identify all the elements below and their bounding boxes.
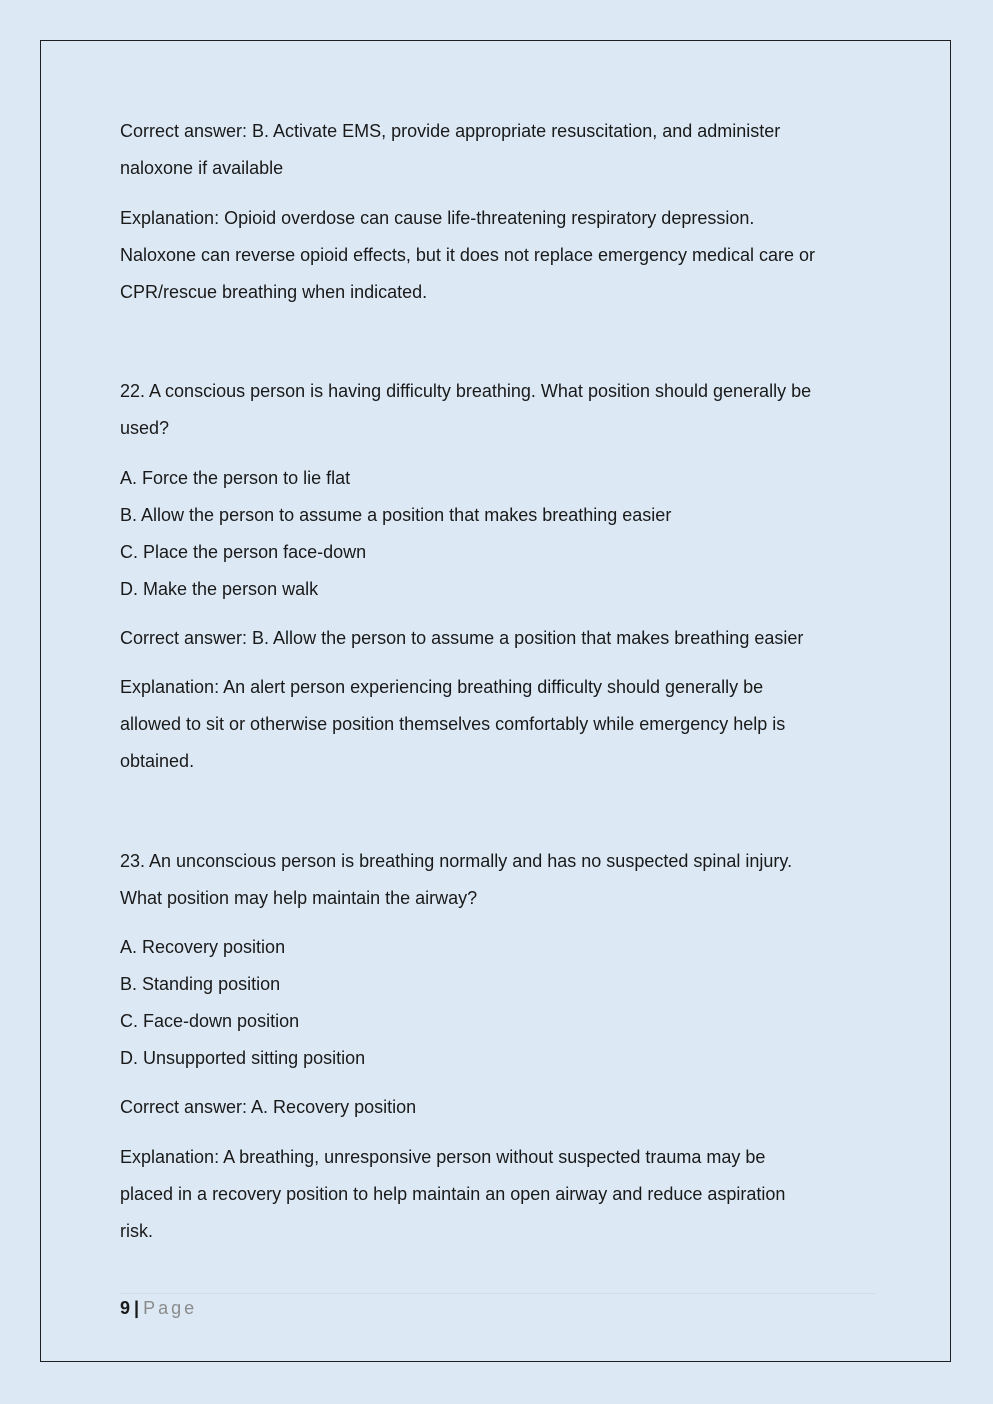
- q22-option-c: C. Place the person face-down: [120, 542, 367, 562]
- q23-explanation-line-2: placed in a recovery position to help maintain an open airway and reduce aspiration: [120, 1184, 786, 1204]
- q22-option-b: B. Allow the person to assume a position that makes breathing easier: [120, 505, 672, 525]
- q23-question-line-2: What position may help maintain the airway?: [120, 888, 478, 908]
- q22-explanation: [120, 669, 880, 780]
- footer-divider: [120, 1293, 876, 1294]
- q23-correct-answer: [120, 1089, 880, 1126]
- q22-correct-line: Correct answer: B. Allow the person to assume a position that makes breathing easier: [120, 628, 804, 648]
- q21-explanation-line-2: Naloxone can reverse opioid effects, but it does not replace emergency medical care or: [120, 245, 816, 265]
- q23-options: [120, 929, 880, 1077]
- q23-explanation: [120, 1139, 880, 1250]
- q23-option-c: C. Face-down position: [120, 1011, 300, 1031]
- q23-explanation-line-1: Explanation: A breathing, unresponsive person without suspected trauma may be: [120, 1147, 766, 1167]
- q23-option-d: D. Unsupported sitting position: [120, 1048, 366, 1068]
- page-label: Page: [143, 1298, 198, 1318]
- q23-explanation-line-3: risk.: [120, 1221, 153, 1241]
- q21-explanation-line-1: Explanation: Opioid overdose can cause life-threatening respiratory depression.: [120, 208, 755, 228]
- q22-options: [120, 460, 880, 608]
- q22-option-a: A. Force the person to lie flat: [120, 468, 351, 488]
- q21-correct-answer: [120, 113, 880, 187]
- q21-correct-line-1: Correct answer: B. Activate EMS, provide appropriate resuscitation, and administer: [120, 121, 781, 141]
- q21-correct-line-2: naloxone if available: [120, 158, 284, 178]
- q22-explanation-line-2: allowed to sit or otherwise position themselves comfortably while emergency help is: [120, 714, 786, 734]
- page-separator: |: [134, 1298, 140, 1318]
- page-footer: [120, 1296, 197, 1320]
- q22-explanation-line-1: Explanation: An alert person experiencing breathing difficulty should generally be: [120, 677, 764, 697]
- q22-question: [120, 373, 880, 447]
- q22-question-line-2: used?: [120, 418, 170, 438]
- q21-explanation: [120, 200, 880, 311]
- q22-option-d: D. Make the person walk: [120, 579, 319, 599]
- q22-question-line-1: 22. A conscious person is having difficulty breathing. What position should generally be: [120, 381, 812, 401]
- page-number: 9: [120, 1298, 131, 1318]
- q23-question: [120, 843, 880, 917]
- q21-explanation-line-3: CPR/rescue breathing when indicated.: [120, 282, 428, 302]
- q23-option-b: B. Standing position: [120, 974, 281, 994]
- q23-correct-line: Correct answer: A. Recovery position: [120, 1097, 417, 1117]
- q22-explanation-line-3: obtained.: [120, 751, 195, 771]
- q22-correct-answer: [120, 620, 880, 657]
- q23-option-a: A. Recovery position: [120, 937, 286, 957]
- q23-question-line-1: 23. An unconscious person is breathing normally and has no suspected spinal injury.: [120, 851, 793, 871]
